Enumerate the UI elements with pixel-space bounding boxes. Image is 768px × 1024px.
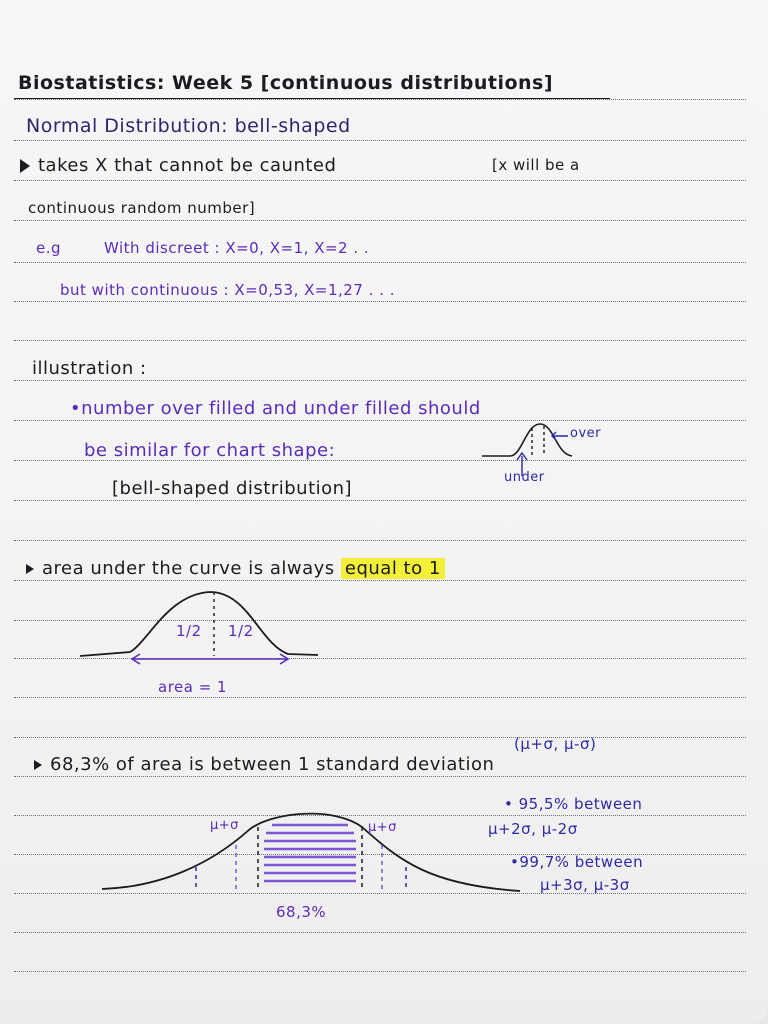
ruled-line (14, 580, 746, 581)
illustration-line-3: [bell-shaped distribution] (112, 478, 353, 499)
ruled-line (14, 500, 746, 501)
point-takes-note-b: continuous random number] (28, 199, 256, 217)
title-underline (14, 98, 610, 99)
ruled-line (14, 380, 746, 381)
ruled-line (14, 262, 746, 263)
curve-label-right: μ+σ (368, 820, 397, 835)
page-title: Biostatistics: Week 5 [continuous distributions] (18, 72, 554, 94)
note-95 (504, 795, 642, 813)
note-99-text: 99,7% between (519, 853, 644, 871)
dot-bullet-icon: • (70, 398, 82, 419)
point-takes (20, 155, 336, 176)
highlighted-equal-to-1: equal to 1 (341, 558, 445, 579)
ruled-line (14, 301, 746, 302)
diagram-under-label: under (504, 470, 545, 485)
point-area-text: area under the curve is always (42, 558, 335, 579)
diagram-over-label: over (570, 426, 601, 441)
note-99-range: μ+3σ, μ-3σ (540, 876, 630, 894)
half-left-label: 1/2 (176, 622, 202, 640)
area-bell-curve-diagram (78, 584, 328, 674)
eg-continuous: but with continuous : X=0,53, X=1,27 . . . (60, 281, 395, 299)
ruled-line (14, 540, 746, 541)
illustration-heading: illustration : (32, 358, 147, 379)
dot-bullet-icon: • (510, 853, 520, 871)
mini-bell-curve-diagram (482, 420, 622, 490)
illustration-line-2: be similar for chart shape: (84, 440, 336, 461)
section-heading-normal: Normal Distribution: bell-shaped (26, 115, 351, 137)
over-arrow-icon (552, 432, 568, 440)
ruled-line (14, 420, 746, 421)
point-sd-text: 68,3% of area is between 1 standard deviation (50, 754, 495, 775)
ruled-line (14, 971, 746, 972)
bullet-triangle-icon (20, 159, 30, 173)
point-sd (34, 754, 494, 775)
ruled-line (14, 140, 746, 141)
area-caption: area = 1 (158, 678, 228, 696)
ruled-line (14, 220, 746, 221)
half-right-label: 1/2 (228, 622, 254, 640)
point-takes-text: takes X that cannot be caunted (38, 155, 337, 176)
ruled-line (14, 737, 746, 738)
bullet-triangle-icon (34, 760, 42, 770)
ruled-line (14, 180, 746, 181)
illustration-line-1 (70, 398, 481, 419)
eg-label: e.g (36, 239, 62, 257)
shaded-area-stripes (264, 825, 356, 881)
ruled-line (14, 697, 746, 698)
ruled-line (14, 99, 746, 100)
bullet-triangle-icon (26, 564, 34, 574)
ruled-line (14, 776, 746, 777)
mini-bell-curve-line (482, 424, 572, 456)
illustration-line-1-text: number over filled and under filled should (81, 398, 481, 419)
note-95-range: μ+2σ, μ-2σ (488, 820, 578, 838)
curve-label-left: μ+σ (210, 818, 239, 833)
ruled-line (14, 340, 746, 341)
sd-pair-note: (μ+σ, μ-σ) (514, 735, 597, 753)
dot-bullet-icon: • (504, 795, 519, 813)
note-95-text: 95,5% between (518, 795, 643, 813)
curve-caption: 68,3% (276, 903, 327, 921)
point-area (26, 558, 445, 579)
eg-discrete: With discreet : X=0, X=1, X=2 . . (104, 239, 370, 257)
ruled-line (14, 932, 746, 933)
sd-bell-curve-diagram (100, 805, 530, 905)
note-99 (510, 853, 643, 871)
point-takes-note-a: [x will be a (492, 156, 580, 174)
